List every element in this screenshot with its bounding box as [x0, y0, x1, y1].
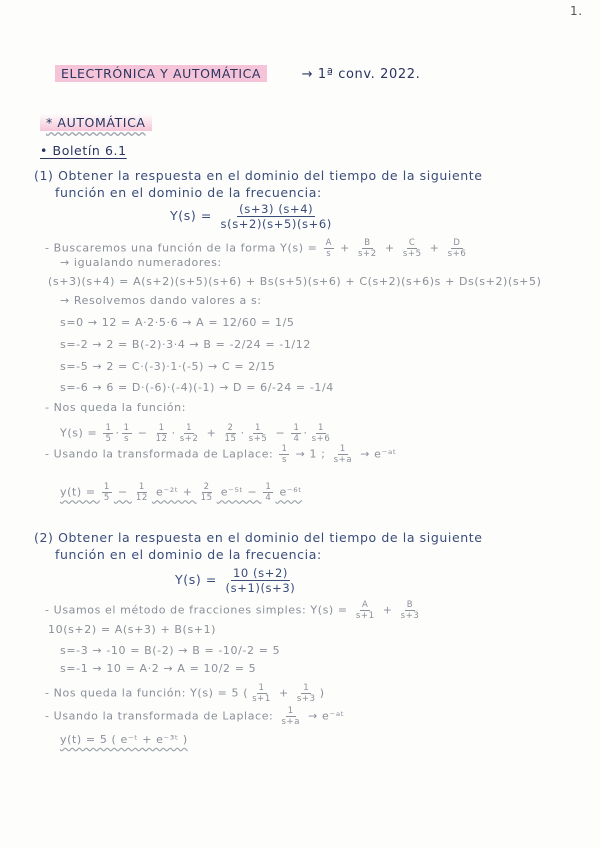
math-text: ·	[171, 426, 176, 440]
numerator: A	[325, 238, 333, 248]
numerator: 1	[258, 683, 265, 693]
fraction	[223, 423, 239, 444]
math-text: → Resolvemos dando valores a s:	[60, 294, 262, 307]
numerator: 1	[339, 444, 346, 454]
fraction	[178, 423, 201, 444]
math-text: Y(s) =	[60, 426, 102, 440]
fraction	[219, 202, 334, 231]
numerator: 1	[105, 423, 112, 433]
problem2-line	[45, 600, 423, 621]
problem1-line	[60, 423, 334, 444]
denominator: s	[326, 249, 332, 259]
math-text: s=-3 → -10 = B(-2) → B = -10/-2 = 5	[60, 644, 281, 657]
math-text: +	[380, 241, 399, 255]
numerator: 1	[158, 423, 165, 433]
numerator: 2	[227, 423, 234, 433]
fraction	[356, 238, 379, 259]
fraction	[354, 600, 377, 621]
problem1-line	[48, 275, 541, 288]
fraction	[295, 683, 318, 704]
bulletin-title: • Boletín 6.1	[40, 143, 127, 158]
math-text: +	[378, 603, 397, 617]
math-text: 10(s+2) = A(s+3) + B(s+1)	[48, 623, 217, 636]
problem2-statement-2: función en el dominio de la frecuencia:	[55, 547, 322, 562]
math-text: +	[274, 686, 293, 700]
math-text: −	[113, 485, 132, 499]
math-text: → e⁻ᵃᵗ	[356, 447, 397, 461]
denominator: 4	[265, 493, 272, 503]
numerator: 1	[317, 423, 324, 433]
math-text: +	[202, 426, 221, 440]
fraction	[263, 482, 273, 503]
math-text: - Usamos el método de fracciones simples: Y(s) =	[45, 603, 352, 617]
fraction	[279, 444, 289, 465]
denominator: s+5	[402, 249, 422, 259]
math-text: ·	[240, 426, 245, 440]
math-text: Y(s) =	[175, 572, 222, 587]
problem2-line	[60, 733, 188, 746]
denominator: s+2	[179, 434, 199, 444]
denominator: s	[281, 455, 287, 465]
denominator: s+5	[248, 434, 268, 444]
problem2-line	[175, 566, 299, 595]
fraction	[247, 423, 270, 444]
math-text: y(t) =	[60, 485, 100, 499]
problem1-line	[60, 381, 334, 394]
numerator: 1	[293, 423, 300, 433]
fraction	[199, 482, 215, 503]
math-text: e⁻⁶ᵗ	[275, 485, 303, 499]
problem1-line	[170, 202, 336, 231]
denominator: s+2	[358, 249, 377, 259]
numerator: 1	[265, 482, 272, 492]
problem1-line	[60, 316, 295, 329]
numerator: 1	[255, 423, 262, 433]
math-text: - Nos queda la función:	[45, 401, 187, 414]
denominator: s+1	[355, 611, 375, 621]
denominator: 4	[293, 434, 300, 444]
math-text: - Buscaremos una función de la forma Y(s) =	[45, 241, 322, 255]
problem1-line	[60, 482, 302, 503]
denominator: 15	[200, 493, 213, 503]
problem2-line	[45, 706, 345, 727]
fraction	[224, 566, 298, 595]
fraction	[332, 444, 355, 465]
math-text: y(t) = 5 ( e⁻ᵗ + e⁻³ᵗ )	[60, 733, 188, 746]
math-text: → e⁻ᵃᵗ	[304, 709, 345, 723]
denominator: s+a	[281, 717, 301, 727]
numerator: C	[408, 238, 416, 248]
subject-title: ELECTRÓNICA Y AUTOMÁTICA	[55, 65, 267, 82]
math-text: - Nos queda la función: Y(s) = 5 (	[45, 686, 249, 700]
math-text: +	[336, 241, 355, 255]
header	[55, 66, 420, 82]
problem1-statement-1: (1) Obtener la respuesta en el dominio del tiempo de la siguiente	[34, 168, 483, 183]
numerator: 1	[287, 706, 294, 716]
numerator: 1	[186, 423, 193, 433]
denominator: s(s+2)(s+5)(s+6)	[220, 217, 332, 231]
denominator: s+1	[252, 694, 271, 704]
numerator: 2	[203, 482, 210, 492]
math-text: e⁻²ᵗ +	[151, 485, 197, 499]
page-number: 1.	[570, 4, 583, 18]
fraction	[122, 423, 132, 444]
math-text: → igualando numeradores:	[60, 256, 222, 269]
denominator: s+3	[296, 694, 316, 704]
math-text: )	[319, 686, 325, 700]
numerator: A	[362, 600, 369, 610]
denominator: 5	[105, 434, 112, 444]
exam-label: → 1ª conv. 2022.	[301, 67, 421, 82]
problem2-line	[60, 644, 280, 657]
numerator: 1	[303, 683, 310, 693]
math-text: s=0 → 12 = A·2·5·6 → A = 12/60 = 1/5	[60, 316, 295, 329]
numerator: 1	[123, 423, 130, 433]
numerator: (s+3) (s+4)	[239, 202, 314, 216]
denominator: 12	[135, 493, 148, 503]
math-text: −	[133, 426, 152, 440]
math-text: (s+3)(s+4) = A(s+2)(s+5)(s+6) + Bs(s+5)(s+6) + C(s+2)(s+6)s + Ds(s+2)(s+5)	[48, 275, 542, 288]
problem2-line	[45, 683, 325, 704]
fraction	[103, 423, 113, 444]
numerator: 1	[281, 444, 288, 454]
numerator: D	[453, 238, 461, 248]
math-text: s=-5 → 2 = C·(-3)·1·(-5) → C = 2/15	[60, 360, 276, 373]
denominator: 12	[155, 434, 168, 444]
problem1-statement-2: función en el dominio de la frecuencia:	[55, 185, 322, 200]
math-text: s=-6 → 6 = D·(-6)·(-4)(-1) → D = 6/-24 = -1/4	[60, 381, 334, 394]
problem1-line	[60, 294, 262, 307]
fraction	[154, 423, 170, 444]
denominator: s	[124, 434, 130, 444]
numerator: 1	[138, 482, 145, 492]
problem1-line	[60, 360, 275, 373]
numerator: 10 (s+2)	[232, 566, 288, 580]
problem1-line	[45, 401, 186, 414]
problem2-line	[48, 623, 216, 636]
math-text: - Usando la transformada de Laplace:	[45, 447, 278, 461]
math-text: Y(s) =	[170, 208, 217, 223]
fraction	[291, 423, 301, 444]
problem1-line	[60, 256, 222, 269]
math-text: s=-2 → 2 = B(-2)·3·4 → B = -2/24 = -1/12	[60, 338, 311, 351]
numerator: B	[406, 600, 414, 610]
math-text: → 1 ;	[291, 447, 330, 461]
fraction	[250, 683, 273, 704]
problem1-line	[60, 338, 311, 351]
problem1-line	[45, 444, 397, 465]
numerator: 1	[103, 482, 110, 492]
denominator: (s+1)(s+3)	[225, 581, 296, 595]
math-text: +	[425, 241, 444, 255]
denominator: s+6	[311, 434, 331, 444]
math-text: ·	[115, 426, 120, 440]
math-text: −	[271, 426, 290, 440]
fraction	[134, 482, 150, 503]
fraction	[324, 238, 334, 259]
fraction	[310, 423, 333, 444]
fraction	[401, 238, 424, 259]
denominator: s+3	[400, 611, 420, 621]
fraction	[399, 600, 422, 621]
denominator: 15	[224, 434, 237, 444]
denominator: s+6	[447, 249, 467, 259]
denominator: 5	[103, 493, 110, 503]
problem2-statement-1: (2) Obtener la respuesta en el dominio del tiempo de la siguiente	[34, 530, 483, 545]
numerator: B	[364, 238, 371, 248]
math-text: s=-1 → 10 = A·2 → A = 10/2 = 5	[60, 662, 257, 675]
math-text: ·	[303, 426, 308, 440]
math-text: e⁻⁵ᵗ −	[216, 485, 262, 499]
section-title: * AUTOMÁTICA	[40, 115, 152, 130]
denominator: s+a	[333, 455, 353, 465]
fraction	[446, 238, 469, 259]
fraction	[102, 482, 112, 503]
math-text: - Usando la transformada de Laplace:	[45, 709, 278, 723]
problem2-line	[60, 662, 256, 675]
fraction	[279, 706, 302, 727]
